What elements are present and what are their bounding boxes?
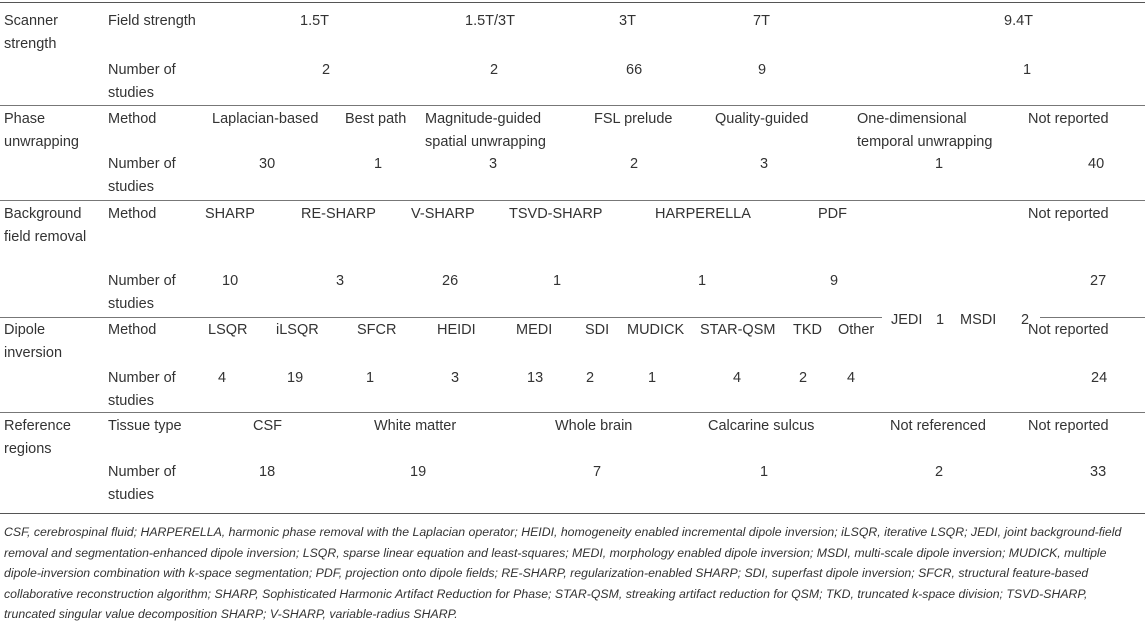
count-value: 1 bbox=[698, 273, 707, 289]
row-divider-partial bbox=[0, 317, 882, 318]
count-value: 9 bbox=[830, 273, 839, 289]
studies-label: Number of studies bbox=[108, 62, 176, 101]
count-value: 1 bbox=[366, 370, 375, 386]
count-value: 1 bbox=[553, 273, 562, 289]
count-value: 24 bbox=[1091, 370, 1108, 386]
studies-label: Number of studies bbox=[108, 273, 176, 312]
method-value: iLSQR bbox=[276, 322, 319, 338]
method-value: MEDI bbox=[516, 322, 553, 338]
count-value: 2 bbox=[799, 370, 808, 386]
section-label-phase: Phase unwrapping bbox=[4, 111, 79, 150]
tissue-value: Calcarine sulcus bbox=[708, 418, 815, 434]
studies-label: Number of studies bbox=[108, 156, 176, 195]
method-label: Method bbox=[108, 111, 157, 127]
field-value: 7T bbox=[753, 13, 770, 29]
count-value: 26 bbox=[442, 273, 459, 289]
method-value: Laplacian-based bbox=[212, 111, 319, 127]
field-value: 9.4T bbox=[1004, 13, 1034, 29]
count-value: 1 bbox=[1023, 62, 1032, 78]
method-value: Not reported bbox=[1028, 206, 1109, 222]
method-value: Quality-guided bbox=[715, 111, 809, 127]
row-divider bbox=[0, 200, 1145, 201]
tissue-value: Not referenced bbox=[890, 418, 986, 434]
row-divider bbox=[0, 105, 1145, 106]
count-value: 19 bbox=[410, 464, 427, 480]
count-value: 4 bbox=[218, 370, 227, 386]
method-value: STAR-QSM bbox=[700, 322, 776, 338]
count-value: 3 bbox=[451, 370, 460, 386]
field-value: 1.5T/3T bbox=[465, 13, 515, 29]
method-value: Best path bbox=[345, 111, 407, 127]
count-value: 66 bbox=[626, 62, 643, 78]
count-value: 9 bbox=[758, 62, 767, 78]
method-label: Method bbox=[108, 322, 157, 338]
method-value: Not reported bbox=[1028, 322, 1109, 338]
count-value: 2 bbox=[322, 62, 331, 78]
count-value: 2 bbox=[935, 464, 944, 480]
count-value: 27 bbox=[1090, 273, 1107, 289]
tissue-type-label: Tissue type bbox=[108, 418, 182, 434]
count-value: 30 bbox=[259, 156, 276, 172]
count-value: 1 bbox=[760, 464, 769, 480]
method-value: Not reported bbox=[1028, 111, 1109, 127]
count-value: 10 bbox=[222, 273, 239, 289]
count-value: 3 bbox=[336, 273, 345, 289]
count-value: 3 bbox=[489, 156, 498, 172]
count-value: 7 bbox=[593, 464, 602, 480]
tissue-value: White matter bbox=[374, 418, 457, 434]
studies-label: Number of studies bbox=[108, 370, 176, 409]
section-label-background: Background field removal bbox=[4, 206, 87, 245]
field-strength-label: Field strength bbox=[108, 13, 196, 29]
method-value: Magnitude-guided spatial unwrapping bbox=[425, 111, 546, 150]
count-value: 3 bbox=[760, 156, 769, 172]
count-value: 2 bbox=[586, 370, 595, 386]
method-value: FSL prelude bbox=[594, 111, 673, 127]
method-value: MUDICK bbox=[627, 322, 685, 338]
tissue-value: Not reported bbox=[1028, 418, 1109, 434]
method-value: SFCR bbox=[357, 322, 397, 338]
row-divider-partial bbox=[1040, 317, 1145, 318]
count-value: 40 bbox=[1088, 156, 1105, 172]
count-value: 2 bbox=[490, 62, 499, 78]
msdi-label: MSDI bbox=[960, 312, 997, 328]
section-label-scanner: Scanner strength bbox=[4, 13, 59, 52]
count-value: 1 bbox=[935, 156, 944, 172]
count-value: 1 bbox=[374, 156, 383, 172]
method-value: SHARP bbox=[205, 206, 255, 222]
table-footnote: CSF, cerebrospinal fluid; HARPERELLA, harmonic phase removal with the Laplacian operator; HEIDI, homogeneity enabled incremental dipole inversion; iLSQR, iterative LSQR; JEDI, joint background-field removal and segmentation-enhanced dipole inversion; LSQR, sparse linear equation and least-squares; MEDI, morphology enabled dipole inversion; MSDI, multi-scale dipole inversion; MUDICK, multiple dipole-inversion combination with k-space segmentation; PDF, projection onto dipole fields; RE-SHARP, regularization-enabled SHARP; SDI, superfast dipole inversion; SFCR, structural feature-based collaborative reconstruction algorithm; SHARP, Sophisticated Harmonic Artifact Reduction for Phase; STAR-QSM, streaking artifact reduction for QSM; TKD, truncated k-space division; TSVD-SHARP, truncated singular value decomposition SHARP; V-SHARP, variable-radius SHARP. bbox=[4, 525, 1122, 621]
method-value: TSVD-SHARP bbox=[509, 206, 603, 222]
method-label: Method bbox=[108, 206, 157, 222]
count-value: 33 bbox=[1090, 464, 1107, 480]
jedi-label: JEDI bbox=[891, 312, 923, 328]
method-value: PDF bbox=[818, 206, 847, 222]
method-value: Other bbox=[838, 322, 875, 338]
section-label-reference: Reference regions bbox=[4, 418, 71, 457]
tissue-value: Whole brain bbox=[555, 418, 633, 434]
field-value: 1.5T bbox=[300, 13, 330, 29]
method-value: RE-SHARP bbox=[301, 206, 376, 222]
method-value: SDI bbox=[585, 322, 610, 338]
count-value: 13 bbox=[527, 370, 544, 386]
jedi-count: 1 bbox=[936, 312, 945, 328]
method-value: HEIDI bbox=[437, 322, 476, 338]
method-value: TKD bbox=[793, 322, 822, 338]
section-label-dipole: Dipole inversion bbox=[4, 322, 63, 361]
table-top-rule bbox=[0, 2, 1145, 3]
studies-label: Number of studies bbox=[108, 464, 176, 503]
count-value: 4 bbox=[733, 370, 742, 386]
count-value: 1 bbox=[648, 370, 657, 386]
method-value: LSQR bbox=[208, 322, 248, 338]
count-value: 2 bbox=[630, 156, 639, 172]
msdi-count: 2 bbox=[1021, 312, 1030, 328]
method-value: V-SHARP bbox=[411, 206, 475, 222]
count-value: 19 bbox=[287, 370, 304, 386]
count-value: 18 bbox=[259, 464, 276, 480]
field-value: 3T bbox=[619, 13, 636, 29]
table-bottom-rule bbox=[0, 513, 1145, 514]
tissue-value: CSF bbox=[253, 418, 282, 434]
count-value: 4 bbox=[847, 370, 856, 386]
method-value: One-dimensional temporal unwrapping bbox=[857, 111, 993, 150]
method-value: HARPERELLA bbox=[655, 206, 751, 222]
